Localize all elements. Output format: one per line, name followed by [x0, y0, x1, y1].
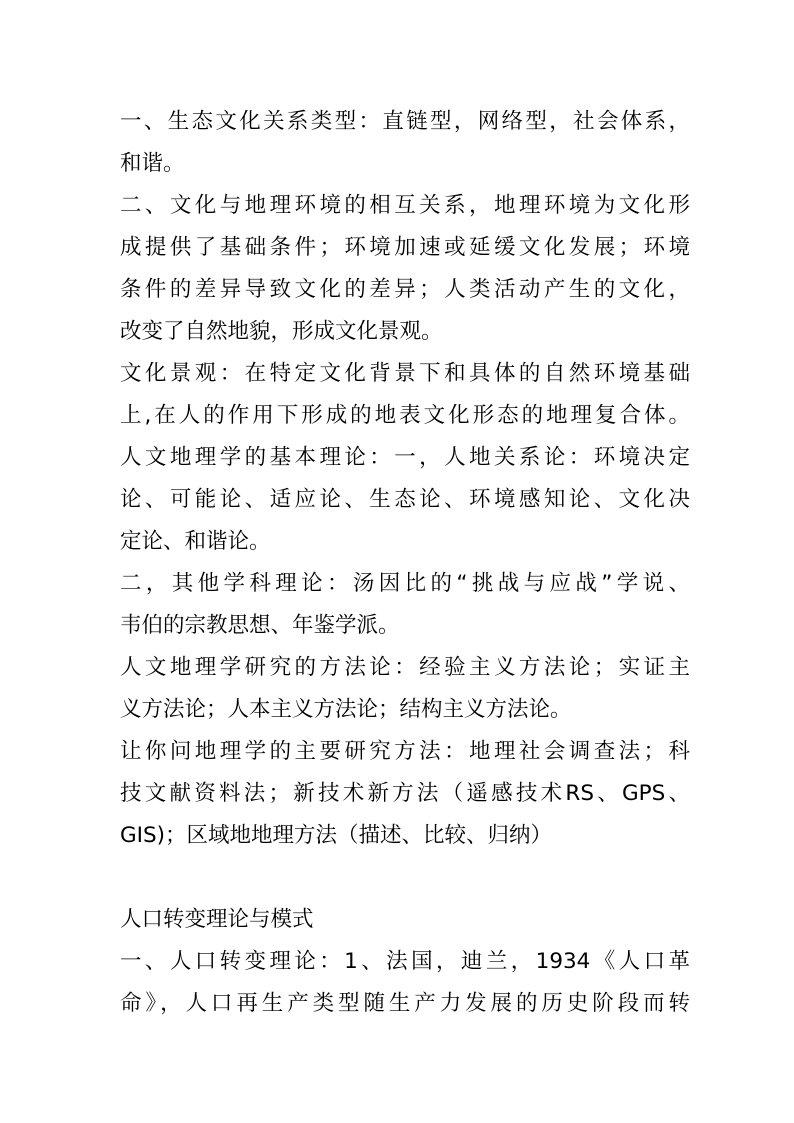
text-line: 一、生态文化关系类型：直链型，网络型，社会体系， [120, 109, 690, 134]
text-line: 改变了自然地貌，形成文化景观。 [120, 319, 443, 344]
text-line: 二，其他学科理论：汤因比的“挑战与应战”学说、 [120, 571, 690, 596]
text-line: 技文献资料法；新技术新方法（遥感技术RS、GPS、 [120, 781, 690, 806]
text-line: 二、文化与地理环境的相互关系，地理环境为文化形 [120, 193, 690, 218]
text-line: 一、人口转变理论：1、法国，迪兰，1934《人口革 [120, 949, 690, 974]
text-line: 和谐。 [120, 151, 185, 176]
text-line: 上,在人的作用下形成的地表文化形态的地理复合体。 [120, 403, 690, 428]
text-line: 定论、和谐论。 [120, 529, 271, 554]
paragraph-gap [120, 857, 690, 899]
document-body [120, 101, 690, 1025]
text-line: 文化景观：在特定文化背景下和具体的自然环境基础 [120, 361, 690, 386]
text-line: 成提供了基础条件；环境加速或延缓文化发展；环境 [120, 235, 690, 260]
section-heading: 人口转变理论与模式 [120, 907, 314, 932]
text-line: GIS)；区域地地理方法（描述、比较、归纳） [120, 823, 553, 848]
text-line: 条件的差异导致文化的差异；人类活动产生的文化， [120, 277, 690, 302]
text-line: 命》，人口再生产类型随生产力发展的历史阶段而转 [120, 991, 690, 1016]
text-line: 人文地理学研究的方法论：经验主义方法论；实证主 [120, 655, 690, 680]
text-line: 韦伯的宗教思想、年鉴学派。 [120, 613, 400, 638]
text-line: 让你问地理学的主要研究方法：地理社会调查法；科 [120, 739, 690, 764]
text-line: 人文地理学的基本理论：一，人地关系论：环境决定 [120, 445, 690, 470]
text-line: 义方法论；人本主义方法论；结构主义方法论。 [120, 697, 572, 722]
text-line: 论、可能论、适应论、生态论、环境感知论、文化决 [120, 487, 690, 512]
